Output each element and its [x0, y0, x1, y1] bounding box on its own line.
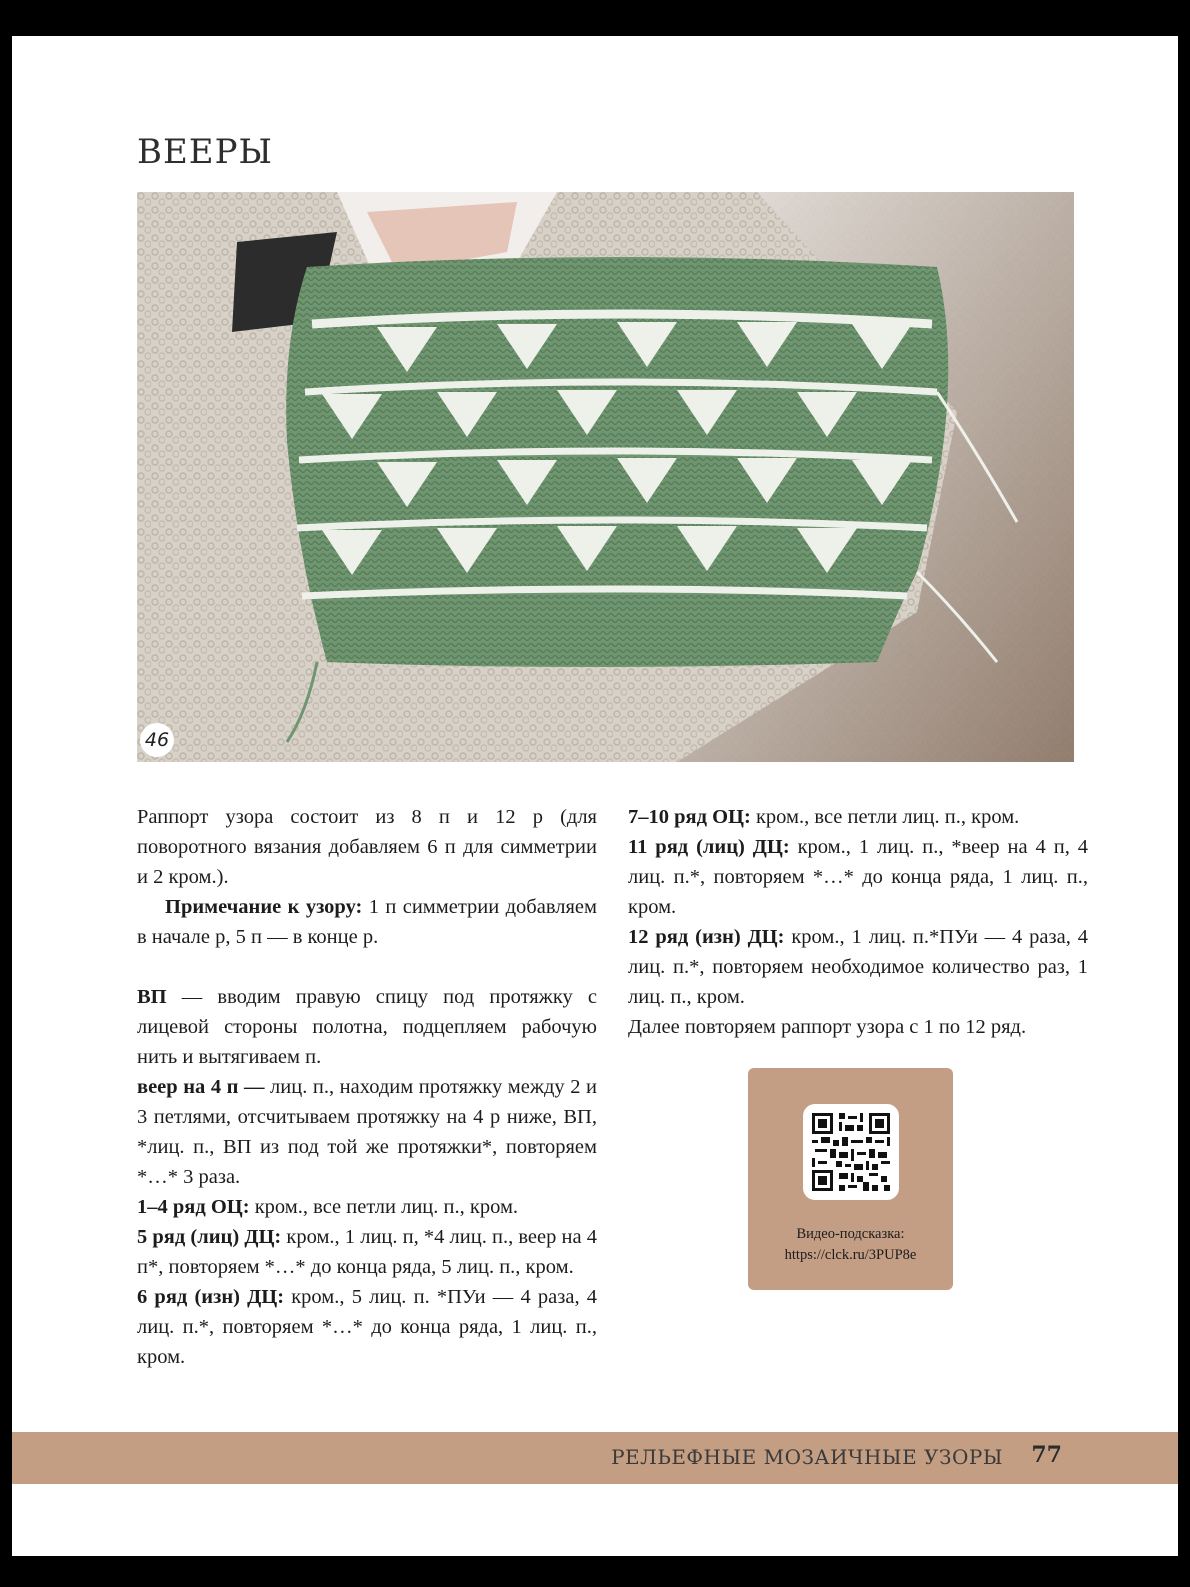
row-7-10-text: кром., все петли лиц. п., кром.: [750, 806, 1020, 828]
row-12: [628, 922, 1088, 1012]
page-footer: [12, 1432, 1178, 1484]
vp-text: — вводим правую спицу под протяжку с лицевой стороны полотна, подцепляем рабочую нить и вытягиваем п.: [137, 986, 597, 1068]
row-5-text: кром., 1 лиц. п, *4 лиц. п., веер на 4 п*, повторяем *…* до конца ряда, 5 лиц. п., кром.: [137, 1226, 597, 1278]
note-text: 1 п симметрии добавляем в начале р, 5 п — в конце р.: [137, 896, 597, 948]
book-page: [12, 36, 1178, 1556]
row-5: [137, 1222, 597, 1282]
row-7-10-label: 7–10 ряд ОЦ:: [628, 806, 751, 828]
video-hint-card: [748, 1068, 953, 1290]
row-6: [137, 1282, 597, 1372]
intro-paragraph: Раппорт узора состоит из 8 п и 12 р (для поворотного вязания добавляем 6 п для симметрии и 2 кром.).: [137, 806, 597, 888]
qr-code-icon: [812, 1113, 890, 1191]
page-title: ВЕЕРЫ: [137, 132, 273, 172]
row-12-text: кром., 1 лиц. п.*ПУи — 4 раза, 4 лиц. п.*, повторяем необходимое количество раз, 1 лиц. п., кром.: [628, 926, 1088, 1008]
row-1-4: [137, 1192, 597, 1222]
note-paragraph: [137, 892, 597, 952]
note-label: Примечание к узору:: [165, 896, 363, 918]
row-1-4-label: 1–4 ряд ОЦ:: [137, 1196, 250, 1218]
section-title: РЕЛЬЕФНЫЕ МОЗАИЧНЫЕ УЗОРЫ: [611, 1445, 1003, 1469]
fan-definition: [137, 1072, 597, 1192]
row-11-text: кром., 1 лиц. п., *веер на 4 п, 4 лиц. п.*, повторяем *…* до конца ряда, 1 лиц. п., кром.: [628, 836, 1088, 918]
knitting-photo: [137, 192, 1074, 762]
row-11-label: 11 ряд (лиц) ДЦ:: [628, 836, 790, 858]
row-1-4-text: кром., все петли лиц. п., кром.: [249, 1196, 519, 1218]
row-7-10: [628, 802, 1088, 832]
vp-definition: [137, 982, 597, 1072]
qr-code[interactable]: [803, 1104, 899, 1200]
left-text-column: [137, 802, 597, 1372]
qr-caption: [748, 1224, 953, 1266]
qr-caption-link[interactable]: https://clck.ru/3PUP8e: [784, 1247, 917, 1263]
photo-number-badge: 46: [140, 723, 174, 757]
page-number: 77: [1031, 1442, 1062, 1468]
qr-caption-label: Видео-подсказка:: [796, 1226, 905, 1242]
row-5-label: 5 ряд (лиц) ДЦ:: [137, 1226, 282, 1248]
row-6-text: кром., 5 лиц. п. *ПУи — 4 раза, 4 лиц. п.*, повторяем *…* до конца ряда, 1 лиц. п., кром.: [137, 1286, 597, 1368]
repeat-instruction: Далее повторяем раппорт узора с 1 по 12 ряд.: [628, 1016, 1027, 1038]
vp-label: ВП: [137, 986, 167, 1008]
row-12-label: 12 ряд (изн) ДЦ:: [628, 926, 785, 948]
row-6-label: 6 ряд (изн) ДЦ:: [137, 1286, 285, 1308]
right-text-column: [628, 802, 1088, 1042]
row-11: [628, 832, 1088, 922]
fan-text: лиц. п., находим протяжку между 2 и 3 петлями, отсчитываем протяжку на 4 р ниже, ВП, *лиц. п., ВП из под той же протяжки*, повторяем *…* 3 раза.: [137, 1076, 597, 1188]
fan-label: веер на 4 п —: [137, 1076, 265, 1098]
knitted-swatch-illustration: [137, 192, 1074, 762]
